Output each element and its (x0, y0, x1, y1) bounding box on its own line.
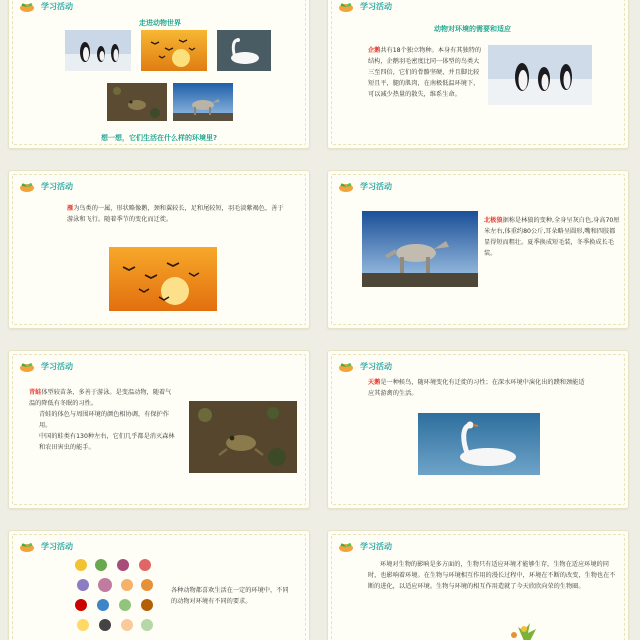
highlight-term: 青蛙 (29, 389, 42, 396)
slide-subtitle: 走进动物世界 (139, 19, 181, 27)
slide-thumbnail-4[interactable] (327, 170, 629, 329)
slide-header (19, 0, 73, 15)
logo-icon (338, 359, 354, 373)
slide-thumbnail-6[interactable] (327, 350, 629, 509)
section-title: 学习活动 (41, 541, 73, 551)
frog-description: 青蛙体型较苗条，多善于游泳。是变温动物，随着气温的降低有冬眠的习性。 青蛙的体色与周围环境的颜色相协调，有保护作用。 中国的蛙类有130种左右，它们几乎都是消灭森林和农田害虫的能手。 (29, 389, 175, 451)
goose-description: 雁为鸟类的一属，形状略像鹅，颈和翼较长，足和尾较短，羽毛淡紫褐色，善于游泳和飞行。随着季节的变化而迁徙。 (67, 205, 284, 223)
slide-question: 想一想，它们生活在什么样的环境里? (101, 134, 218, 142)
section-title: 学习活动 (41, 1, 73, 11)
section-title: 学习活动 (360, 361, 392, 371)
slide-thumbnail-5[interactable] (8, 350, 310, 509)
slide-header (338, 537, 392, 555)
section-title: 学习活动 (360, 181, 392, 191)
wolf-photo (362, 211, 478, 287)
environment-text: 各种动物都喜欢生活在一定的环境中，不同的动物对环境有不同的要求。 (171, 587, 289, 605)
section-title: 学习活动 (41, 361, 73, 371)
logo-icon (338, 0, 354, 13)
birds-sunset-photo (109, 247, 217, 311)
frog-photo (107, 83, 167, 121)
swan-photo (418, 413, 540, 475)
plant-decoration-image (504, 621, 544, 640)
logo-icon (19, 0, 35, 13)
logo-icon (338, 179, 354, 193)
slide-thumbnail-1[interactable] (8, 0, 310, 149)
logo-icon (19, 179, 35, 193)
slide-header (338, 357, 392, 375)
birds-sunset-photo (141, 30, 207, 71)
slide-thumbnail-8[interactable] (327, 530, 629, 640)
slide-subtitle: 动物对环境的需要和适应 (434, 25, 511, 33)
section-title: 学习活动 (41, 181, 73, 191)
swan-description: 天鹅是一种候鸟，随环境变化有迁徙的习性；在深水环境中演化出的蹼和颈能适应其游禽的生活。 (368, 379, 585, 397)
highlight-term: 天鹅 (368, 379, 381, 386)
slide-header (19, 177, 73, 195)
wolf-description: 北极狼据称是林狼的变种,全身呈灰白色,身高70厘米左右,体重约80公斤,耳朵略呈圆形,嘴和四肢都显得短而粗壮。夏季换成短毛装，冬季换成长毛装。 (484, 217, 620, 257)
logo-icon (338, 539, 354, 553)
highlight-term: 企鹅 (368, 47, 381, 54)
section-title: 学习活动 (360, 1, 392, 11)
slide-header (338, 177, 392, 195)
logo-icon (19, 359, 35, 373)
slide-header (19, 357, 73, 375)
highlight-term: 北极狼 (484, 217, 503, 224)
section-title: 学习活动 (360, 541, 392, 551)
slide-header (338, 0, 392, 15)
penguins-photo (65, 30, 131, 71)
logo-icon (19, 539, 35, 553)
highlight-term: 雁 (67, 205, 74, 212)
animal-stickers-image (71, 555, 161, 640)
slide-header (19, 537, 73, 555)
penguins-photo (488, 45, 592, 105)
slide-thumbnail-3[interactable] (8, 170, 310, 329)
slide-thumbnail-7[interactable] (8, 530, 310, 640)
slide-thumbnail-2[interactable] (327, 0, 629, 149)
swan-photo (217, 30, 271, 71)
wolf-photo (173, 83, 233, 121)
penguin-description: 企鹅共有18个独立物种。本身有其独特的结构，企鹅羽毛密度比同一体型的鸟类大三至四倍，它们的骨骼坚硬，并且脚比较短且平，腿的肌肉，在南极低温环境下，可以减少热量的散失，维系生命。 (368, 47, 482, 98)
frog-photo (189, 401, 297, 473)
environment-interaction-text: 环境对生物的影响是多方面的，生物只有适应环境才能够生存，生物在适应环境的同时，也影响着环境。在生物与环境相互作用的漫长过程中，环境在不断的改变，生物也在不断的进化，以适应环境。生物与环境的相互作用造就了今天欣欣向荣的生物圈。 (368, 561, 616, 590)
